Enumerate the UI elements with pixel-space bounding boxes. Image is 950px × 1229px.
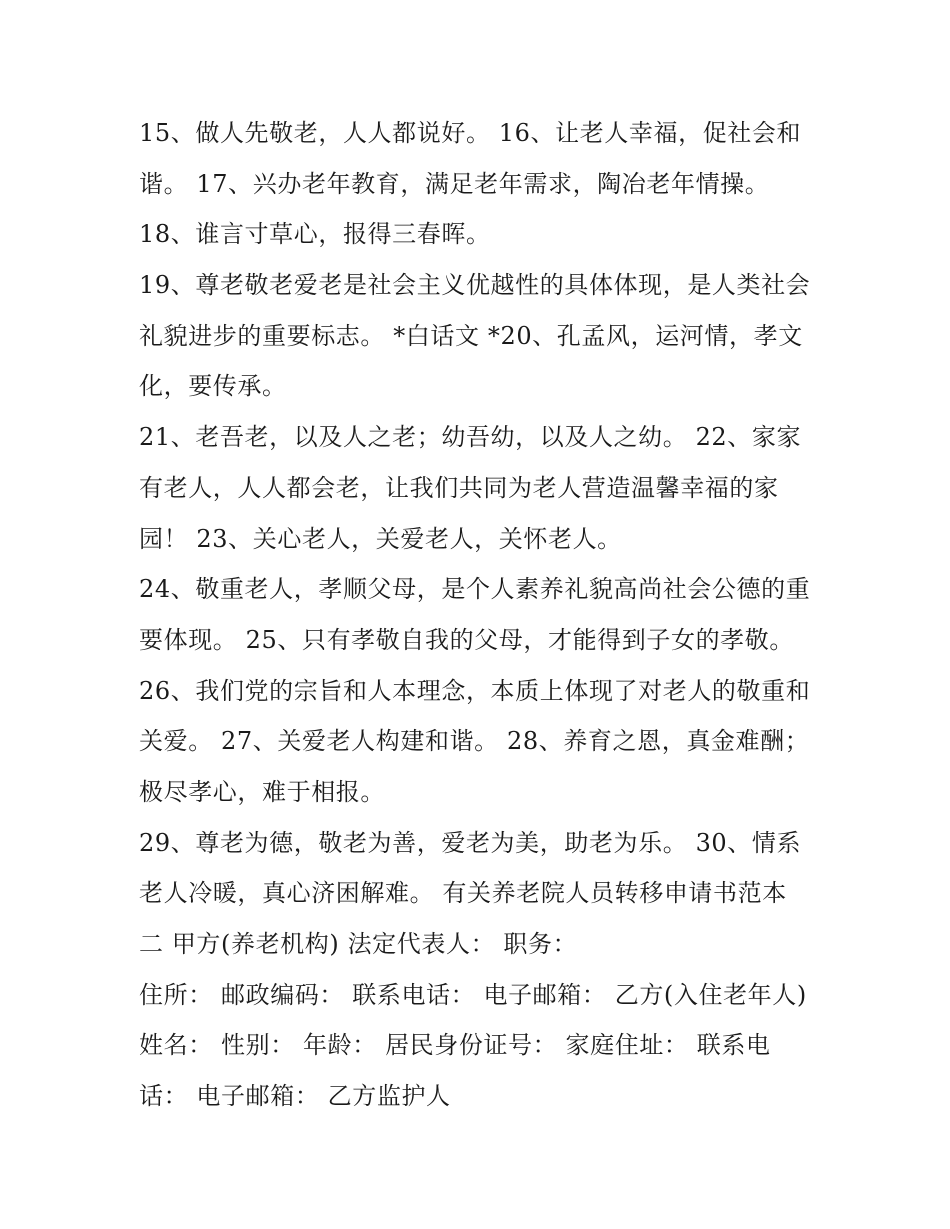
text-line: 要体现。 25、只有孝敬自我的父母，才能得到子女的孝敬。 [139,625,794,654]
text-line: 话： 电子邮箱： 乙方监护人 [139,1082,451,1111]
text-line: 礼貌进步的重要标志。 *白话文 *20、孔孟风，运河情，孝文 [139,321,803,350]
text-line: 住所： 邮政编码： 联系电话： 电子邮箱： 乙方(入住老年人) [139,980,807,1009]
text-line: 26、我们党的宗旨和人本理念，本质上体现了对老人的敬重和 [139,676,811,705]
text-line: 化，要传承。 [139,372,287,401]
text-line: 极尽孝心，难于相报。 [139,777,385,806]
text-line: 老人冷暖，真心济困解难。 有关养老院人员转移申请书范本 [139,879,787,908]
text-line: 29、尊老为德，敬老为善，爱老为美，助老为乐。 30、情系 [139,828,802,857]
text-line: 21、老吾老，以及人之老；幼吾幼，以及人之幼。 22、家家 [139,423,802,452]
text-line: 关爱。 27、关爱老人构建和谐。 28、养育之恩，真金难酬； [139,727,810,756]
text-line: 有老人，人人都会老，让我们共同为老人营造温馨幸福的家 [139,473,779,502]
document-body [139,108,819,1122]
text-line: 24、敬重老人，孝顺父母，是个人素养礼貌高尚社会公德的重 [139,575,811,604]
text-line: 谐。 17、兴办老年教育，满足老年需求，陶冶老年情操。 [139,169,770,198]
text-line: 园！ 23、关心老人，关爱老人，关怀老人。 [139,524,622,553]
text-line: 19、尊老敬老爱老是社会主义优越性的具体体现，是人类社会 [139,271,811,300]
text-line: 二 甲方(养老机构) 法定代表人： 职务： [139,930,578,958]
text-line: 15、做人先敬老，人人都说好。 16、让老人幸福，促社会和 [139,119,802,147]
text-line: 姓名： 性别： 年龄： 居民身份证号： 家庭住址： 联系电 [139,1031,771,1060]
text-line: 18、谁言寸草心，报得三春晖。 [139,220,491,249]
